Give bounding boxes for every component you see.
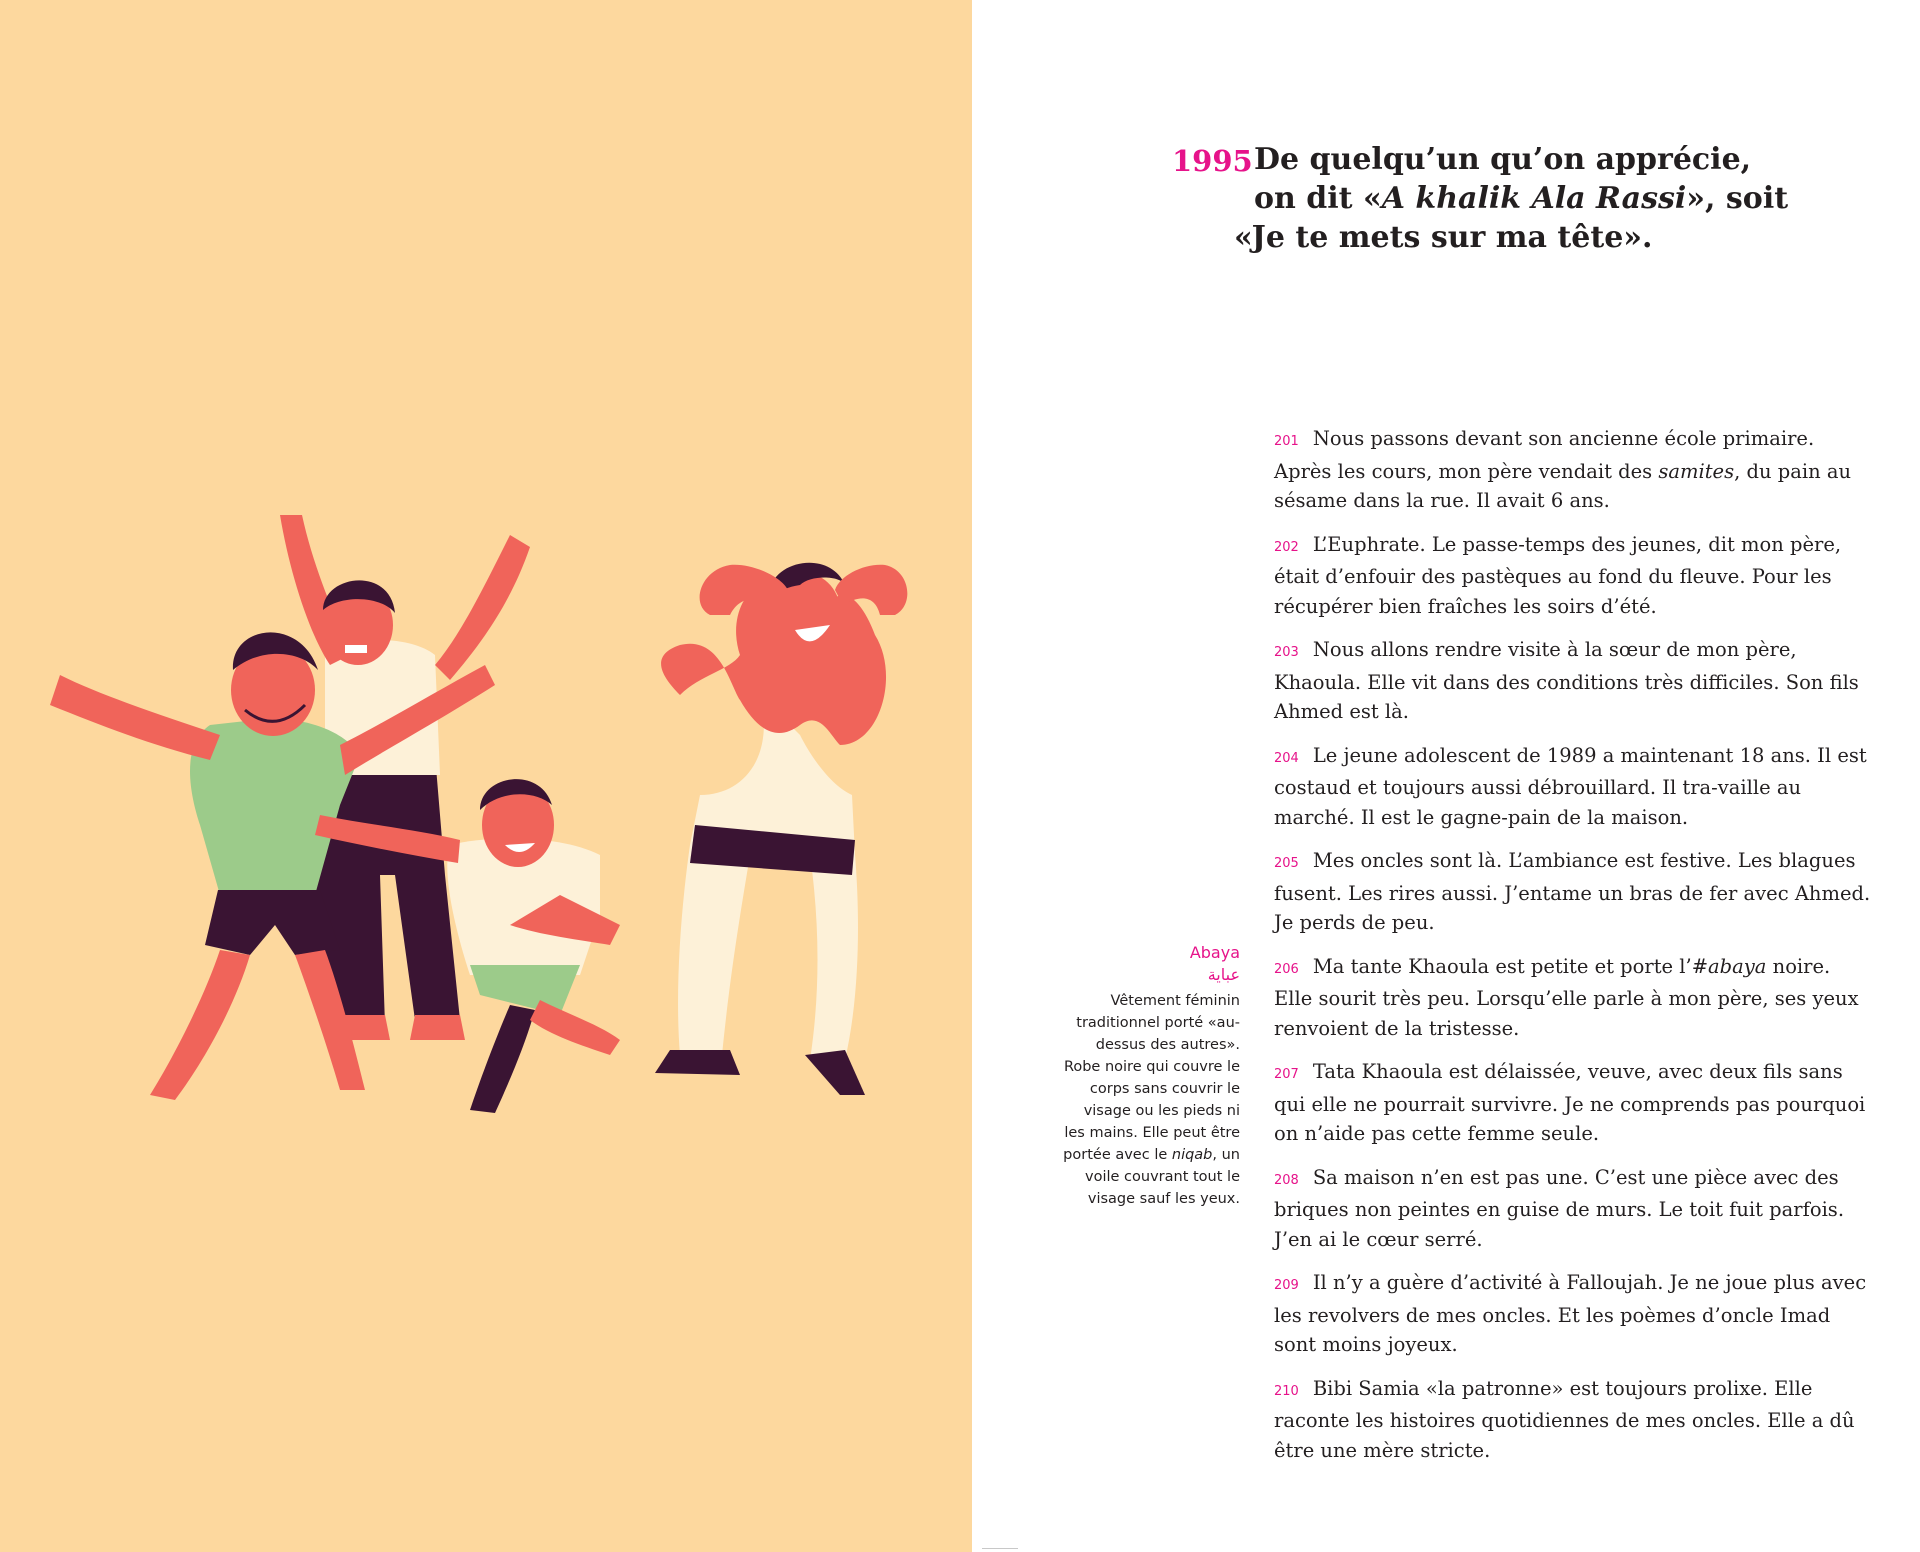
chapter-year: 1995 — [1172, 144, 1253, 178]
paragraph-number: 209 — [1274, 1278, 1299, 1293]
paragraph-text: Sa maison n’en est pas une. C’est une pièce avec des briques non peintes en guise de murs. Le toit fuit parfois. J’en ai le cœur serré. — [1274, 1165, 1845, 1251]
paragraph-207 — [1274, 1057, 1874, 1149]
paragraph-text-after: , du pain au sésame dans la rue. Il avait 6 ans. — [1274, 459, 1852, 512]
paragraph-210 — [1274, 1374, 1874, 1466]
chapter-title — [1234, 140, 1814, 257]
paragraph-text: L’Euphrate. Le passe-temps des jeunes, dit mon père, était d’enfouir des pastèques au fond du fleuve. Pour les récupérer bien fraîches les soirs d’été. — [1274, 532, 1842, 618]
title-line-3: «Je te mets sur ma tête». — [1234, 220, 1653, 255]
paragraph-201 — [1274, 424, 1874, 516]
children-playing-illustration — [40, 495, 910, 1135]
paragraph-number: 203 — [1274, 645, 1299, 660]
paragraph-number: 202 — [1274, 539, 1299, 555]
boy-hands-on-head — [655, 563, 907, 1095]
paragraph-number: 210 — [1274, 1383, 1299, 1399]
page-divider-mark — [982, 1548, 1018, 1549]
paragraph-202 — [1274, 530, 1874, 622]
paragraph-number: 206 — [1274, 961, 1299, 977]
paragraph-text-after: noire. Elle sourit très peu. Lorsqu’elle parle à mon père, ses yeux renvoient de la tristesse. — [1274, 954, 1859, 1040]
title-line-2-before: on dit « — [1254, 181, 1382, 216]
abaya-glossary-link[interactable]: #abaya — [1691, 954, 1767, 978]
title-line-2-after: », soit — [1686, 181, 1789, 216]
title-line-1: De quelqu’un qu’on apprécie, — [1254, 142, 1752, 177]
paragraph-text: Le jeune adolescent de 1989 a maintenant 18 ans. Il est costaud et toujours aussi débrouillard. Il tra-vaille au marché. Il est le gagne-pain de la maison. — [1274, 743, 1867, 829]
paragraph-number: 204 — [1274, 750, 1299, 766]
paragraph-text: Il n’y a guère d’activité à Falloujah. Je ne joue plus avec les revolvers de mes oncles. Et les poèmes d’oncle Imad sont moins joyeux. — [1274, 1271, 1867, 1356]
glossary-definition-italic: niqab — [1171, 1147, 1213, 1163]
paragraph-number: 201 — [1274, 434, 1299, 449]
paragraph-text: Nous passons devant son ancienne école primaire. Après les cours, mon père vendait des — [1274, 427, 1815, 483]
paragraph-italic: samites — [1658, 459, 1735, 483]
glossary-note-abaya — [1060, 942, 1240, 1210]
paragraph-text: Mes oncles sont là. L’ambiance est festive. Les blagues fusent. Les rires aussi. J’entame un bras de fer avec Ahmed. Je perds de peu. — [1274, 849, 1871, 934]
title-line-2-italic: A khalik Ala Rassi — [1381, 181, 1687, 216]
paragraph-text: Bibi Samia «la patronne» est toujours prolixe. Elle raconte les histoires quotidiennes de mes oncles. Elle a dû être une mère stricte. — [1274, 1376, 1855, 1462]
glossary-definition-text: Vêtement féminin traditionnel porté «au-dessus des autres». Robe noire qui couvre le corps sans couvrir le visage ou les pieds ni les mains. Elle peut être portée avec le — [1063, 993, 1240, 1163]
paragraph-text: Ma tante Khaoula est petite et porte l’ — [1312, 954, 1692, 978]
paragraph-206 — [1274, 952, 1874, 1044]
glossary-definition-text-after: , un voile couvrant tout le visage sauf les yeux. — [1085, 1147, 1240, 1207]
paragraph-205 — [1274, 846, 1874, 938]
numbered-paragraphs — [1274, 424, 1874, 1479]
paragraph-number: 205 — [1274, 856, 1299, 871]
glossary-term: Abaya — [1189, 943, 1240, 962]
paragraph-text: Tata Khaoula est délaissée, veuve, avec deux fils sans qui elle ne pourrait survivre. Je ne comprends pas pourquoi on n’aide pas cette femme seule. — [1274, 1060, 1866, 1145]
paragraph-number: 208 — [1274, 1172, 1299, 1188]
paragraph-number: 207 — [1274, 1067, 1299, 1082]
paragraph-204 — [1274, 741, 1874, 833]
paragraph-209 — [1274, 1268, 1874, 1360]
glossary-arabic-term: عباية — [1207, 965, 1240, 984]
glossary-definition — [1060, 990, 1240, 1210]
paragraph-203 — [1274, 635, 1874, 727]
paragraph-text: Nous allons rendre visite à la sœur de mon père, Khaoula. Elle vit dans des conditions très difficiles. Son fils Ahmed est là. — [1274, 638, 1859, 723]
paragraph-208 — [1274, 1163, 1874, 1255]
